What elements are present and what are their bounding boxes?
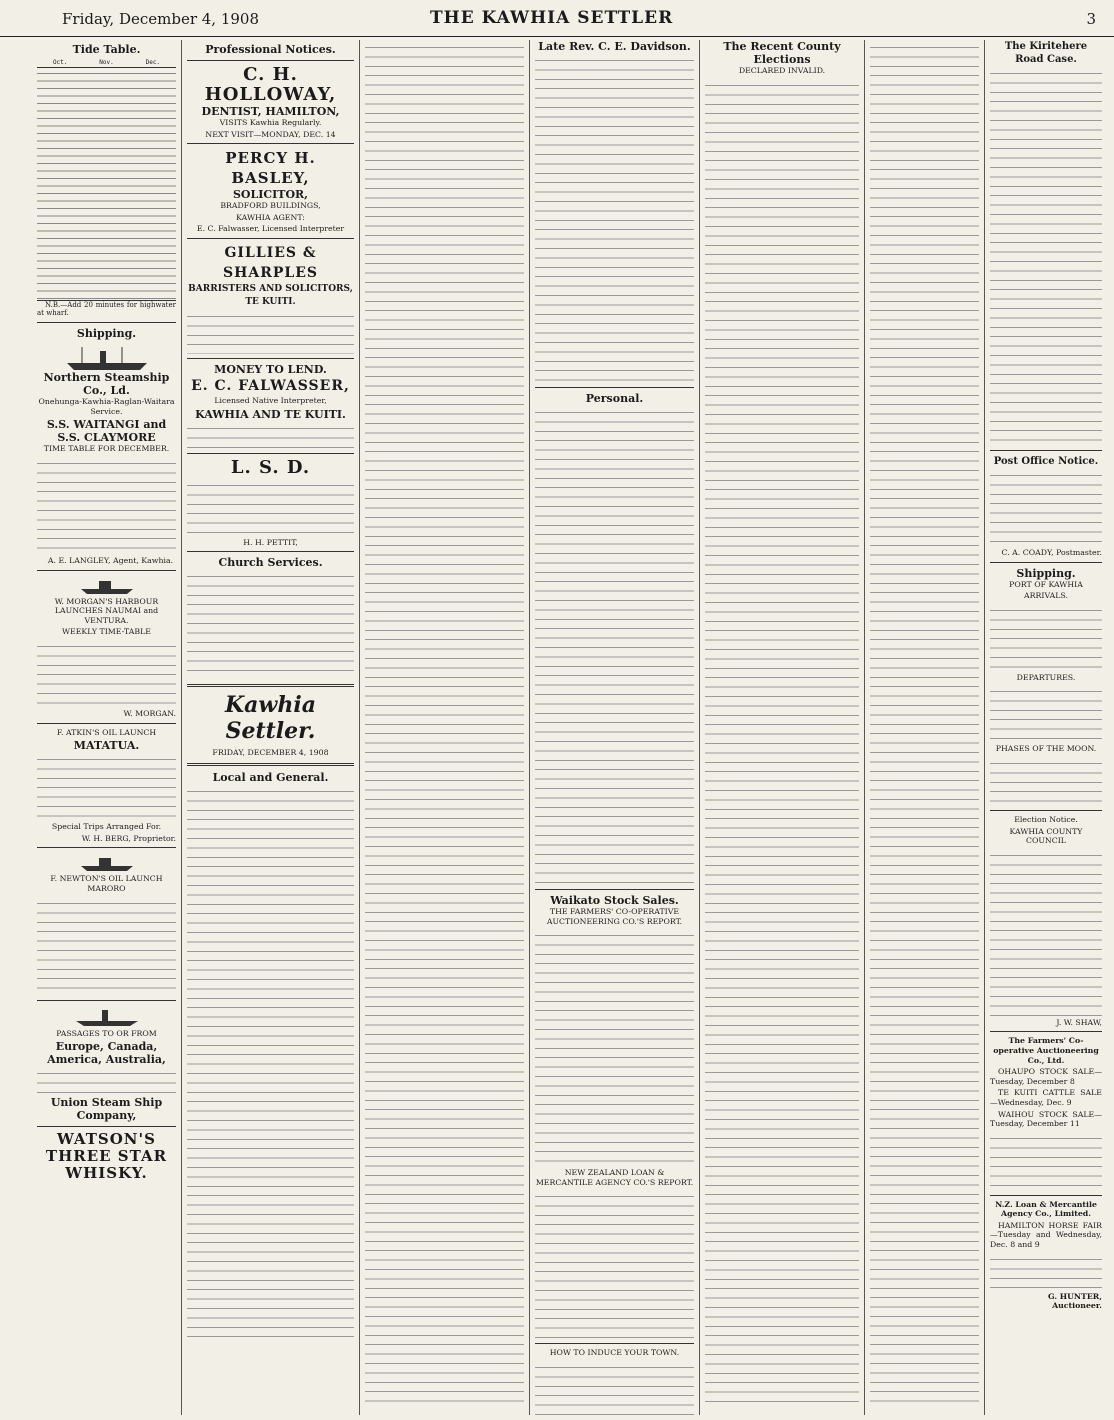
personal-body <box>535 405 694 885</box>
farmers-adv: The Farmers' Co-operative Auctioneering Co., Ltd. <box>993 1036 1099 1065</box>
gillies-sharples: GILLIES & SHARPLES <box>223 244 318 281</box>
timetable-body <box>37 456 176 556</box>
launch-icon-2 <box>77 852 137 872</box>
shipping-heading: Shipping. <box>76 327 137 341</box>
column-6-body <box>870 40 979 1410</box>
ship-icon-3 <box>72 1005 142 1027</box>
declared-invalid: DECLARED INVALID. <box>738 66 826 75</box>
ec-falwasser: E. C. FALWASSER, <box>191 377 350 394</box>
bradford: BRADFORD BUILDINGS, <box>220 201 321 211</box>
moon-body <box>990 756 1102 806</box>
farmers-adv-body <box>990 1131 1102 1191</box>
column-3-body <box>365 40 524 1410</box>
falwasser-agent: E. C. Falwasser, Licensed Interpreter <box>196 224 345 234</box>
professional-notices: Professional Notices. <box>205 43 336 56</box>
elections-body <box>705 78 859 1408</box>
local-body <box>187 784 354 1344</box>
launch-icon <box>77 575 137 595</box>
kawhia-agent: KAWHIA AGENT: <box>236 212 305 222</box>
council-body <box>990 848 1102 1018</box>
kiritehere-heading: The Kiritehere Road Case. <box>1004 41 1088 65</box>
lsd: L. S. D. <box>230 456 311 478</box>
passages: PASSAGES TO OR FROM <box>56 1028 157 1038</box>
hunter: G. HUNTER, Auctioneer. <box>1047 1291 1102 1311</box>
atkins-launch: F. ATKIN'S OIL LAUNCH <box>56 727 157 737</box>
weekly-timetable: WEEKLY TIME-TABLE <box>62 627 151 637</box>
post-office-heading: Post Office Notice. <box>993 456 1099 467</box>
matatua: MATATUA. <box>73 739 140 753</box>
steamship-icon <box>62 343 152 371</box>
agent: A. E. LANGLEY, Agent, Kawhia. <box>47 555 174 565</box>
arrivals-body <box>990 603 1102 673</box>
kiritehere-body <box>990 66 1102 446</box>
morgan-sign: W. MORGAN. <box>123 708 176 718</box>
stock-sales-heading: Waikato Stock Sales. <box>550 894 679 907</box>
election-notice: Election Notice. <box>1014 814 1078 824</box>
column-5 <box>700 40 865 1415</box>
local-general: Local and General. <box>212 770 329 784</box>
church-body <box>187 569 354 679</box>
union-steam: Union Steam Ship Company, <box>50 1096 163 1123</box>
nzloan-body <box>535 1189 694 1339</box>
falwasser-body <box>187 421 354 449</box>
holloway: C. H. HOLLOWAY, <box>204 64 337 105</box>
newton-body <box>37 896 176 996</box>
issue-date: Friday, December 4, 1908 <box>62 10 260 28</box>
company-name: Northern Steamship Co., Ld. <box>43 371 170 398</box>
page-number: 3 <box>1086 10 1096 28</box>
tide-grid <box>37 67 176 301</box>
farmers-report: THE FARMERS' CO-OPERATIVE AUCTIONEERING CO.'S REPORT. <box>546 907 683 926</box>
newton-launch: F. NEWTON'S OIL LAUNCH MARORO <box>50 874 163 893</box>
elections-heading: The Recent County Elections <box>723 40 841 66</box>
barristers: BARRISTERS AND SOLICITORS, TE KUITI. <box>188 283 353 307</box>
kawhia-settler-title: Kawhia Settler. <box>225 692 316 745</box>
column-2 <box>182 40 360 1415</box>
moon-phases: PHASES OF THE MOON. <box>995 744 1097 754</box>
morgan-launches: W. MORGAN'S HARBOUR LAUNCHES NAUMAI and VENTURA. <box>54 596 159 625</box>
pettit: H. H. PETTIT, <box>243 537 298 547</box>
county-council: KAWHIA COUNTY COUNCIL <box>1009 826 1083 846</box>
induce-body <box>535 1360 694 1415</box>
coady: C. A. COADY, Postmaster. <box>1001 548 1102 557</box>
matatua-schedule <box>37 752 176 822</box>
column-7 <box>985 40 1107 1415</box>
column-6 <box>865 40 985 1415</box>
column-1 <box>32 40 182 1415</box>
church-services: Church Services. <box>218 556 323 570</box>
nzl-agency: N.Z. Loan & Mercantile Agency Co., Limited. <box>995 1199 1097 1219</box>
farmers-body <box>535 928 694 1168</box>
berg-sign: W. H. BERG, Proprietor. <box>81 833 176 843</box>
watsons-whisky: WATSON'S THREE STAR WHISKY. <box>45 1130 168 1183</box>
departures: DEPARTURES. <box>1016 672 1076 682</box>
induce-town: HOW TO INDUCE YOUR TOWN. <box>549 1348 680 1358</box>
waihou-sale: WAIHOU STOCK SALE—Tuesday, December 11 <box>990 1109 1102 1129</box>
column-4 <box>530 40 700 1415</box>
nzloan-report: NEW ZEALAND LOAN & MERCANTILE AGENCY CO.'S REPORT. <box>535 1168 694 1187</box>
post-body <box>990 468 1102 548</box>
dentist: DENTIST, HAMILTON, <box>201 105 340 118</box>
port-kawhia: PORT OF KAWHIA <box>1009 579 1083 589</box>
visits: VISITS Kawhia Regularly. <box>219 118 322 127</box>
tide-note: N.B.—Add 20 minutes for highwater at wharf. <box>37 300 176 318</box>
tide-table-heading: Tide Table. <box>72 43 141 56</box>
arrivals: ARRIVALS. <box>1024 591 1068 601</box>
basley: PERCY H. BASLEY, <box>225 149 316 188</box>
ships-name: S.S. WAITANGI and S.S. CLAYMORE <box>46 418 167 445</box>
passages-body <box>37 1066 176 1096</box>
nzl-body <box>990 1252 1102 1292</box>
native-interpreter: Licensed Native Interpreter, <box>214 395 327 405</box>
shaw: J. W. SHAW, <box>1056 1017 1102 1027</box>
personal-heading: Personal. <box>585 392 644 405</box>
column-3 <box>360 40 530 1415</box>
tekuiti-sale: TE KUITI CATTLE SALE—Wednesday, Dec. 9 <box>990 1088 1102 1107</box>
davidson-heading: Late Rev. C. E. Davidson. <box>538 40 691 53</box>
ohaupo-sale: OHAUPO STOCK SALE—Tuesday, December 8 <box>990 1067 1102 1086</box>
issue-friday: FRIDAY, DECEMBER 4, 1908 <box>212 748 329 758</box>
paper-title: THE KAWHIA SETTLER <box>430 8 674 28</box>
next-visit: NEXT VISIT—MONDAY, DEC. 14 <box>205 129 336 139</box>
europe: Europe, Canada, America, Australia, <box>47 1040 166 1067</box>
tide-table: Oct. Nov. Dec. <box>52 59 161 66</box>
kawhia-te-kuiti: KAWHIA AND TE KUITI. <box>195 407 346 421</box>
davidson-body <box>535 53 694 383</box>
gillies-body <box>187 309 354 354</box>
columns <box>32 40 1107 1415</box>
money-to-lend: MONEY TO LEND. <box>214 362 327 376</box>
solicitor: SOLICITOR, <box>232 188 309 202</box>
departures-body <box>990 684 1102 744</box>
shipping-heading-2: Shipping. <box>1016 566 1076 580</box>
special-trips: Special Trips Arranged For. <box>51 822 162 832</box>
timetable-heading: TIME TABLE FOR DECEMBER. <box>43 444 170 454</box>
route: Onehunga-Kawhia-Raglan-Waitara Service. <box>38 397 175 416</box>
launch-schedule <box>37 639 176 709</box>
hamilton-fair: HAMILTON HORSE FAIR—Tuesday and Wednesday, Dec. 8 and 9 <box>990 1220 1102 1250</box>
masthead <box>0 0 1114 37</box>
lsd-body <box>187 478 354 538</box>
